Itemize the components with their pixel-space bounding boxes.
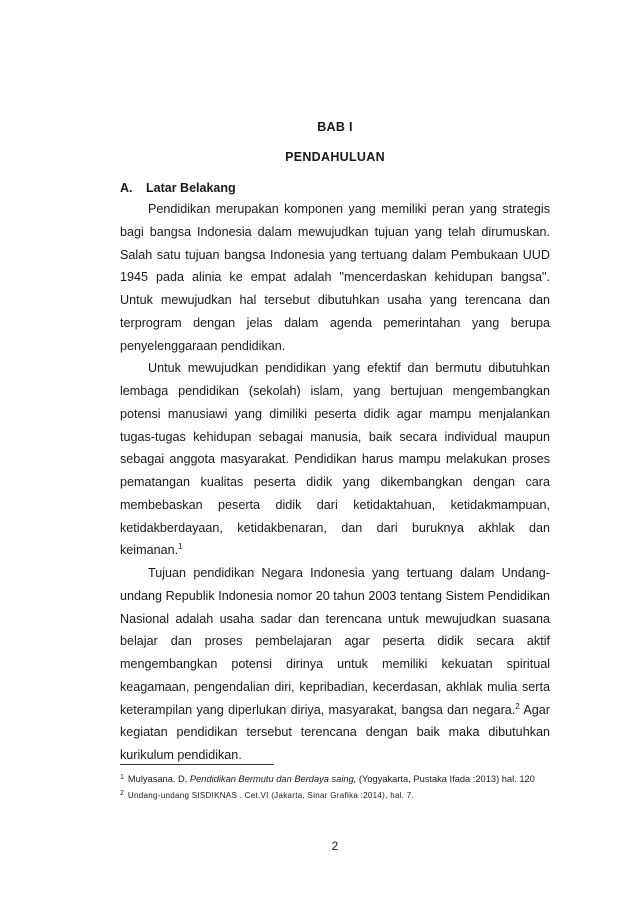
footnote-mark: 2 (120, 789, 124, 797)
footnote-text: Mulyasana. D, (127, 774, 190, 784)
paragraph-text: Pendidikan merupakan komponen yang memiliki peran yang strategis bagi bangsa Indonesia dalam mewujudkan tujuan yang telah dirumuskan. Salah satu tujuan bangsa Indonesia yang tertuang dalam Pembukaan UUD 1945 pada alinia ke empat adalah "mencerdaskan kehidupan bangsa". Untuk mewujudkan hal tersebut dibutuhkan usaha yang terencana dan terprogram dengan jelas dalam agenda pemerintahan yang berupa penyelenggaraan pendidikan. (120, 202, 550, 353)
footnote-1 (120, 771, 550, 787)
paragraph-2 (120, 357, 550, 562)
footnote-text: Undang-undang SISDIKNAS . Cet.VI (Jakarta, Sinar Grafika :2014), hal. 7. (127, 790, 415, 800)
paragraph-text: Untuk mewujudkan pendidikan yang efektif dan bermutu dibutuhkan lembaga pendidikan (sekolah) islam, yang bertujuan mengembangkan potensi manusiawi yang dimiliki peserta didik agar mampu menjalankan tugas-tugas kehidupan sebagai manusia, baik secara individual maupun sebagai anggota masyarakat. Pendidikan harus mampu melakukan proses pematangan kualitas peserta didik yang dikembangkan dengan cara membebaskan peserta didik dari ketidaktahuan, ketidakmampuan, ketidakberdayaan, ketidakbenaran, dan dari buruknya akhlak dan keimanan. (120, 361, 550, 558)
body-text (120, 198, 550, 767)
footnote-separator (120, 764, 274, 765)
paragraph-text: Tujuan pendidikan Negara Indonesia yang tertuang dalam Undang-undang Republik Indonesia nomor 20 tahun 2003 tentang Sistem Pendidikan Nasional adalah usaha sadar dan terencana untuk mewujudkan suasana belajar dan proses pembelajaran agar peserta didik secara aktif mengembangkan potensi dirinya untuk memiliki kekuatan spiritual keagamaan, pengendalian diri, kepribadian, kecerdasan, akhlak mulia serta keterampilan yang diperlukan diriya, masyarakat, bangsa dan negara. (120, 566, 550, 717)
section-heading (120, 181, 236, 195)
chapter-heading: BAB I (317, 120, 353, 134)
section-title: Latar Belakang (146, 181, 236, 195)
footnotes (120, 771, 550, 802)
footnote-text: (Yogyakarta, Pustaka Ifada :2013) hal. 120 (356, 774, 535, 784)
paragraph-text-continued: Agar kegiatan pendidikan tersebut terencana dengan baik maka dibutuhkan kurikulum pendidikan. (120, 702, 551, 762)
paragraph-1 (120, 198, 550, 357)
footnote-book-title: Pendidikan Bermutu dan Berdaya saing, (189, 774, 357, 784)
footnote-reference[interactable]: 1 (178, 542, 183, 552)
paragraph-3 (120, 562, 550, 767)
chapter-title: PENDAHULUAN (285, 150, 385, 164)
footnote-mark: 1 (120, 774, 124, 781)
footnote-reference[interactable]: 2 (515, 701, 520, 711)
section-number: A. (120, 181, 133, 195)
footnote-2 (120, 787, 550, 803)
page-number: 2 (331, 839, 339, 853)
